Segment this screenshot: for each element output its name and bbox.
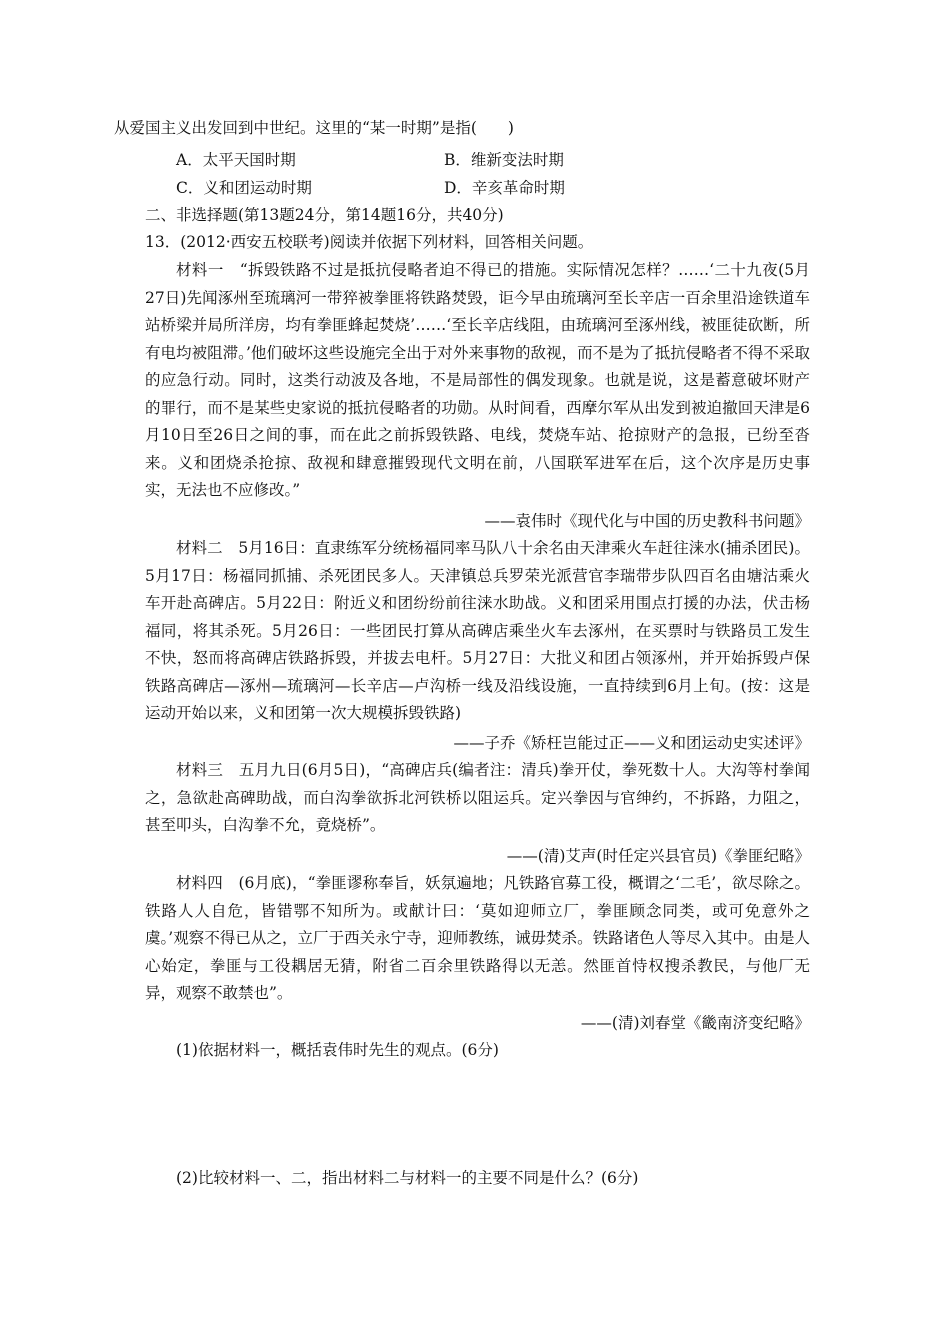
section-title: 二、非选择题(第13题24分，第14题16分，共40分) xyxy=(145,206,504,224)
q12-option-c: C．义和团运动时期 xyxy=(176,179,312,197)
material-4-source: ——(清)刘春堂《畿南济变纪略》 xyxy=(580,1014,810,1032)
q12-option-a: A．太平天国时期 xyxy=(176,151,296,169)
sub-question-1: (1)依据材料一，概括袁伟时先生的观点。(6分) xyxy=(176,1041,499,1059)
q12-stem-tail: 从爱国主义出发回到中世纪。这里的“某一时期”是指( ) xyxy=(114,119,514,137)
material-2-text: 材料二 5月16日：直隶练军分统杨福同率马队八十余名由天津乘火车赶往涞水(捕杀团民)。5月17日：杨福同抓捕、杀死团民多人。天津镇总兵罗荣光派营官李瑞带步队四百名由塘沽乘火车开赴高碑店。5月22日：附近义和团纷纷前往涞水助战。义和团采用围点打援的办法，伏击杨福同，将其杀死。5月26日：一些团民打算从高碑店乘坐火车去涿州，在买票时与铁路员工发生不快，怒而将高碑店铁路拆毁，并拔去电杆。5月27日：大批义和团占领涿州，并开始拆毁卢保铁路高碑店—涿州—琉璃河—长辛店—卢沟桥一线及沿线设施，一直持续到6月上旬。(按：这是运动开始以来，义和团第一次大规模拆毁铁路) xyxy=(145,539,810,722)
q12-option-b: B．维新变法时期 xyxy=(444,151,564,169)
sub-question-2: (2)比较材料一、二，指出材料二与材料一的主要不同是什么？(6分) xyxy=(176,1169,639,1187)
material-1-source: ——袁伟时《现代化与中国的历史教科书问题》 xyxy=(484,512,810,530)
material-2-source: ——子乔《矫枉岂能过正——义和团运动史实述评》 xyxy=(453,734,810,752)
material-4-text: 材料四 (6月底)，“拳匪谬称奉旨，妖氛遍地；凡铁路官募工役，概谓之‘二毛’，欲尽除之。铁路人人自危，皆错鄂不知所为。或献计曰：‘莫如迎师立厂，拳匪顾念同类，或可免意外之虞。’观察不得已从之，立厂于西关永宁寺，迎师教练，诫毋焚杀。铁路诸色人等尽入其中。由是人心始定，拳匪与工役耦居无猜，附省二百余里铁路得以无恙。然匪首恃权搜杀教民，与他厂无异，观察不敢禁也”。 xyxy=(145,874,810,1002)
q13-stem: 13．(2012·西安五校联考)阅读并依据下列材料，回答相关问题。 xyxy=(145,233,594,251)
material-1-text: 材料一 “拆毁铁路不过是抵抗侵略者迫不得已的措施。实际情况怎样？……‘二十九夜(5月27日)先闻涿州至琉璃河一带猝被拳匪将铁路焚毁，讵今早由琉璃河至长辛店一百余里沿途铁道车站桥梁并局所洋房，均有拳匪蜂起焚烧’……‘至长辛店线阻，由琉璃河至涿州线，被匪徒砍断，所有电均被阻滞。’他们破坏这些设施完全出于对外来事物的敌视，而不是为了抵抗侵略者不得不采取的应急行动。同时，这类行动波及各地，不是局部性的偶发现象。也就是说，这是蓄意破坏财产的罪行，而不是某些史家说的抵抗侵略者的功勋。从时间看，西摩尔军从出发到被迫撤回天津是6月10日至26日之间的事，而在此之前拆毁铁路、电线，焚烧车站、抢掠财产的急报，已纷至沓来。义和团烧杀抢掠、敌视和肆意摧毁现代文明在前，八国联军进军在后，这个次序是历史事实，无法也不应修改。” xyxy=(145,261,810,499)
material-3-source: ——(清)艾声(时任定兴县官员)《拳匪纪略》 xyxy=(506,847,810,865)
q12-option-d: D．辛亥革命时期 xyxy=(444,179,565,197)
material-3-text: 材料三 五月九日(6月5日)，“高碑店兵(编者注：清兵)拳开仗，拳死数十人。大沟等村拳闻之，急欲赴高碑助战，而白沟拳欲拆北河铁桥以阻运兵。定兴拳因与官绅约，不拆路，力阻之，甚至叩头，白沟拳不允，竟烧桥”。 xyxy=(145,761,810,834)
